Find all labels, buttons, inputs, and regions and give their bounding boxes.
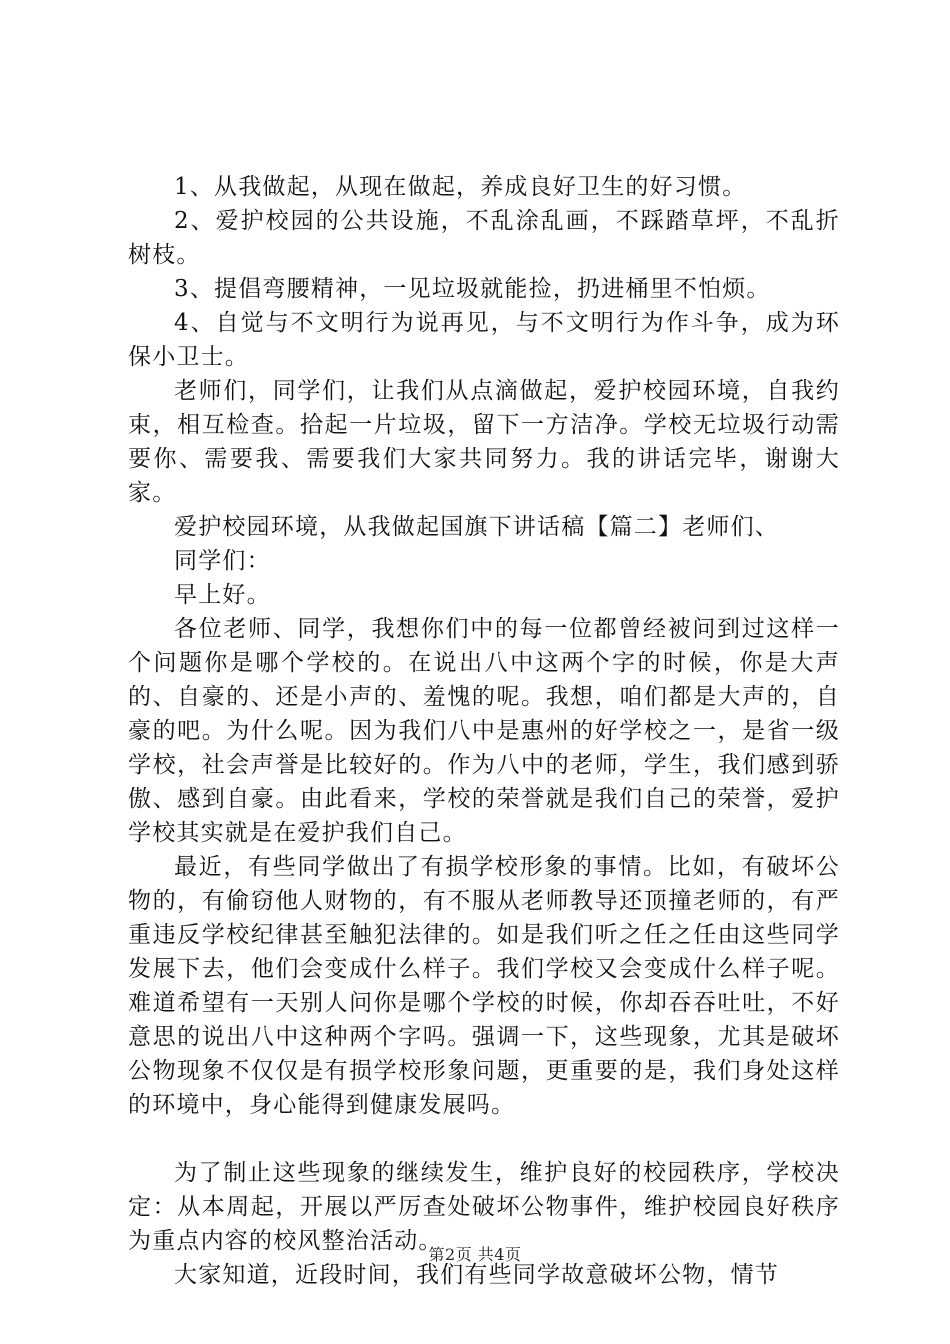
paragraph: 同学们： xyxy=(174,548,271,574)
paragraph: 早上好。 xyxy=(174,582,271,608)
page-number-footer: 第2页 共4页 xyxy=(428,1245,522,1264)
paragraph: 爱护校园环境，从我做起国旗下讲话稿【篇二】老师们、 xyxy=(174,514,779,540)
paragraph: 4、自觉与不文明行为说再见，与不文明行为作斗争，成为环保小卫士。 xyxy=(128,310,840,370)
paragraph: 1、从我做起，从现在做起，养成良好卫生的好习惯。 xyxy=(174,174,747,200)
document-body xyxy=(128,170,840,1292)
paragraph: 各位老师、同学，我想你们中的每一位都曾经被问到过这样一个问题你是哪个学校的。在说出八中这两个字的时候，你是大声的、自豪的、还是小声的、羞愧的呢。我想，咱们都是大声的，自豪的吧。为什么呢。因为我们八中是惠州的好学校之一，是省一级学校，社会声誉是比较好的。作为八中的老师，学生，我们感到骄傲、感到自豪。由此看来，学校的荣誉就是我们自己的荣誉，爱护学校其实就是在爱护我们自己。 xyxy=(128,616,840,846)
paragraph: 3、提倡弯腰精神，一见垃圾就能捡，扔进桶里不怕烦。 xyxy=(174,276,771,302)
paragraph: 最近，有些同学做出了有损学校形象的事情。比如，有破坏公物的，有偷窃他人财物的，有不服从老师教导还顶撞老师的，有严重违反学校纪律甚至触犯法律的。如是我们听之任之任由这些同学发展下去，他们会变成什么样子。我们学校又会变成什么样子呢。难道希望有一天别人问你是哪个学校的时候，你却吞吞吐吐，不好意思的说出八中这种两个字吗。强调一下，这些现象，尤其是破坏公物现象不仅仅是有损学校形象问题，更重要的是，我们身处这样的环境中，身心能得到健康发展吗。 xyxy=(128,854,840,1118)
paragraph: 为了制止这些现象的继续发生，维护良好的校园秩序，学校决定：从本周起，开展以严厉查处破坏公物事件，维护校园良好秩序为重点内容的校风整治活动。 xyxy=(128,1160,840,1254)
paragraph: 老师们，同学们，让我们从点滴做起，爱护校园环境，自我约束，相互检查。拾起一片垃圾，留下一方洁净。学校无垃圾行动需要你、需要我、需要我们大家共同努力。我的讲话完毕，谢谢大家。 xyxy=(128,378,840,506)
paragraph: 2、爱护校园的公共设施，不乱涂乱画，不踩踏草坪，不乱折树枝。 xyxy=(128,208,840,268)
paragraph: 大家知道，近段时间，我们有些同学故意破坏公物，情节 xyxy=(174,1262,779,1288)
